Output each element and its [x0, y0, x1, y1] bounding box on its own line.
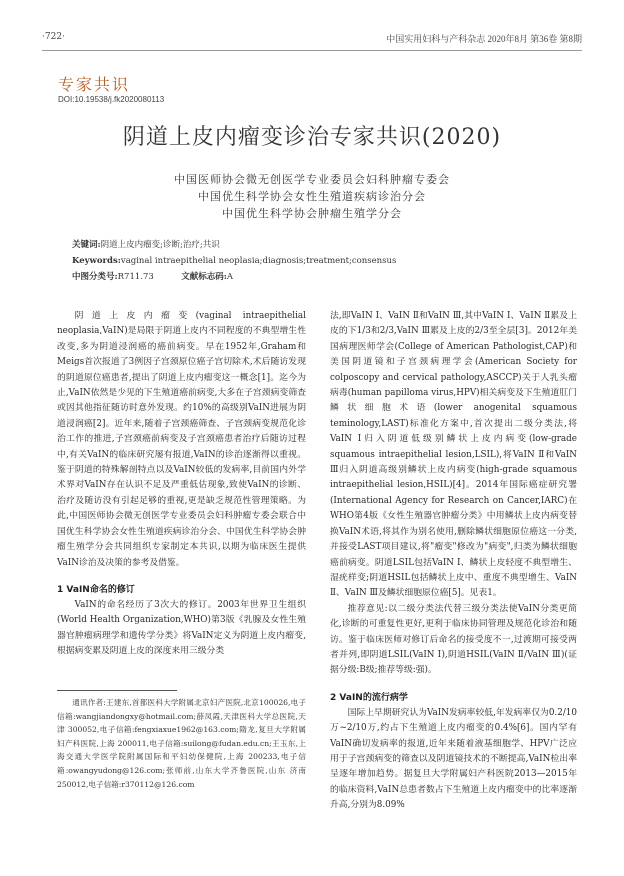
classification	[72, 270, 564, 284]
keywords-en-label: Keywords:	[72, 256, 121, 266]
correspondence-note: 通讯作者:王建东,首都医科大学附属北京妇产医院,北京100026,电子信箱:wangjiandongxy@hotmail.com;薛凤霞,天津医科大学总医院,天津 300052,电子信箱:fengxiaxue1962@163.com;隋龙,复旦大学附属妇产科医院,上海 200011,电子信箱:suilong@fudan.edu.cn;王玉东,上海交通大学医学院附属国际和平妇幼保健院,上海 200233,电子信箱:owangyudong@126.com;张师前,山东大学齐鲁医院,山东 济南 250012,电子信箱:r370112@126.com	[57, 698, 306, 789]
section-2-paragraph: 国际上早期研究认为VaIN发病率较低,年发病率仅为0.2/10万~2/10万,约占下生殖道上皮内瘤变的0.4%[6]。国内罕有VaIN确切发病率的报道,近年来随着液基细胞学、HPV广泛应用于子宫颈病变的筛查以及阴道镜技术的不断提高,VaIN检出率呈逐年增加趋势。据复旦大学附属妇产科医院2013—2015年的临床资料,VaIN总患者数占下生殖道上皮内瘤变中的比率逐渐升高,分别为8.09%	[330, 707, 577, 811]
recommendation-paragraph: 推荐意见:以二级分类法代替三级分类法使VaIN分类更简化,诊断的可重复性更好,更利于临床协同管理及规范化诊治和随访。鉴于临床医师对修订后命名的接受度不一,过渡期可接受两者并列,即阴道LSIL(VaIN Ⅰ),阴道HSIL(VaIN Ⅱ/VaIN Ⅲ)(证据分级:B级;推荐等级:强)。	[330, 603, 577, 676]
organization-2: 中国优生科学协会女性生殖道疾病诊治分会	[198, 190, 426, 203]
right-column	[330, 309, 577, 814]
left-column	[57, 309, 306, 660]
keywords-en	[72, 254, 564, 268]
keywords-cn-text: 阴道上皮内瘤变;诊断;治疗;共识	[100, 240, 220, 250]
keywords-cn	[72, 238, 564, 252]
footnote	[57, 696, 306, 791]
header-rule	[42, 50, 582, 51]
continued-paragraph: 法,即VaIN Ⅰ、VaIN Ⅱ和VaIN Ⅲ,其中VaIN Ⅰ、VaIN Ⅱ累及上皮的下1/3和2/3,VaIN Ⅲ累及上皮的2/3至全层[3]。2012年美国病理医师学会(College of American Pathologist,CAP)和美国阴道镜和子宫颈病理学会(American Society for colposcopy and cervical pathology,ASCCP)关于人乳头瘤病毒(human papilloma virus,HPV)相关病变及下生殖道肛门鳞状细胞术语(lower anogenital squamous teminology,LAST)标准化方案中,首次提出二级分类法,将VaIN Ⅰ归入阴道低级别鳞状上皮内病变(low-grade squamous intraepithelial lesion,LSIL),将VaIN Ⅱ和VaIN Ⅲ归入阴道高级别鳞状上皮内病变(high-grade squamous intraepithelial lesion,HSIL)[4]。2014年国际癌症研究署(International Agency for Research on Cancer,IARC)在WHO第4版《女性生殖器官肿瘤分类》中用鳞状上皮内病变替换VaIN术语,将其作为别名使用,删除鳞状细胞原位癌这一分类,并接受LAST项目建议,将"瘤变"修改为"病变",归类为鳞状细胞癌前病变。阴道LSIL包括VaIN Ⅰ、鳞状上皮轻度不典型增生、湿疣样变;阴道HSIL包括鳞状上皮中、重度不典型增生、VaIN Ⅱ、VaIN Ⅲ及鳞状细胞原位癌[5]。见表1。	[330, 311, 577, 599]
doi: DOI:10.19538/j.fk2020080113	[58, 95, 165, 104]
keywords-cn-label: 关键词:	[72, 240, 101, 250]
organization-1: 中国医师协会微无创医学专业委员会妇科肿瘤专委会	[174, 173, 450, 186]
page-number: ·722·	[42, 32, 65, 42]
keywords-en-text: vaginal intraepithelial neoplasia;diagnosis;treatment;consensus	[120, 256, 397, 266]
section-2-heading: 2 VaIN的流行病学	[330, 692, 408, 703]
organization-3: 中国优生科学协会肿瘤生殖学分会	[222, 207, 402, 220]
section-label: 专家共识	[58, 75, 131, 94]
class-label: 中图分类号:	[72, 272, 118, 282]
article-title: 阴道上皮内瘤变诊治专家共识(2020)	[122, 125, 502, 150]
footnote-rule	[57, 690, 177, 691]
class-value: R711.73	[117, 272, 154, 282]
journal-header: 中国实用妇科与产科杂志 2020年8月 第36卷 第8期	[386, 34, 582, 44]
section-1-heading: 1 VaIN命名的修订	[57, 584, 135, 595]
section-1-paragraph: VaIN的命名经历了3次大的修订。2003年世界卫生组织(World Health Organization,WHO)第3版《乳腺及女性生殖器官肿瘤病理学和遗传学分类》将VaIN定义为阴道上皮内瘤变,根据病变累及阴道上皮的深度来用三级分类	[57, 599, 306, 657]
doc-code-label: 文献标志码:	[181, 272, 227, 282]
intro-paragraph: 阴道上皮内瘤变(vaginal intraepithelial neoplasia,VaIN)是局限于阴道上皮内不同程度的不典型增生性改变,多为阴道浸润癌的癌前病变。早在1952年,Graham和Meigs首次报道了3例因子宫颈原位癌子宫切除术,术后随访发现的阴道原位癌患者,提出了阴道上皮内瘤变这一概念[1]。迄今为止,VaIN依然是少见的下生殖道癌前病变,大多在子宫颈病变筛查或因其他指征随访时意外发现。约10%的高级别VaIN进展为阴道浸润癌[2]。近年来,随着子宫颈癌筛查、子宫颈病变规范化诊治工作的推进,子宫颈癌前病变及子宫颈癌患者治疗后随访过程中,有关VaIN的临床研究屡有报道,VaIN的诊治逐渐得以重视。鉴于阴道的特殊解剖特点以及VaIN较低的发病率,目前国内外学术界对VaIN存在认识不足及严重低估现象,致使VaIN的诊断、治疗及随访没有引起足够的重视,更是缺乏规范性管理策略。为此,中国医师协会微无创医学专业委员会妇科肿瘤专委会联合中国优生科学协会女性生殖道疾病诊治分会、中国优生科学协会肿瘤生殖学分会共同组织专家制定本共识,以期为临床医生提供VaIN诊治及决策的参考及借鉴。	[57, 311, 306, 568]
doc-code-value: A	[226, 272, 233, 282]
